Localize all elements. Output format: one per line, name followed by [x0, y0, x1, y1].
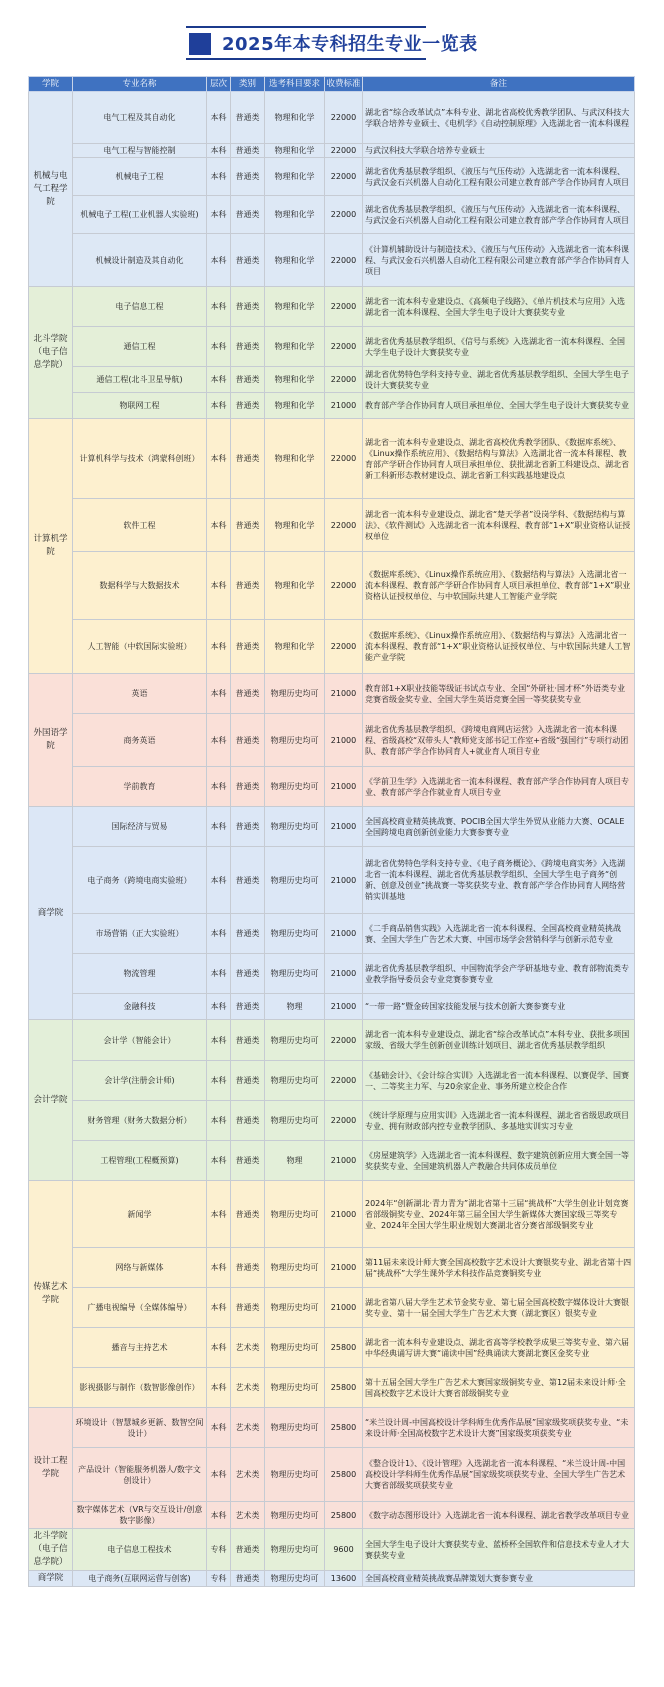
level-cell: 本科: [207, 419, 231, 499]
major-name-cell: 工程管理(工程概预算): [73, 1141, 207, 1181]
level-cell: 本科: [207, 1141, 231, 1181]
level-cell: 本科: [207, 847, 231, 914]
level-cell: 本科: [207, 1061, 231, 1101]
note-cell: 第11届未来设计师大赛全国高校数字艺术设计大赛银奖专业、湖北省第十四届“挑战杯”大学生课外学术科技作品竞赛铜奖专业: [363, 1248, 635, 1288]
fee-cell: 21000: [325, 767, 363, 807]
fee-cell: 21000: [325, 714, 363, 767]
level-cell: 本科: [207, 552, 231, 620]
note-cell: 湖北省优秀基层教学组织、《液压与气压传动》入选湖北省一流本科课程、与武汉金石兴机器人自动化工程有限公司建立教育部产学合作协同育人项目: [363, 158, 635, 196]
table-row: [29, 196, 635, 234]
note-cell: 湖北省第八届大学生艺术节金奖专业、第七届全国高校数字媒体设计大赛银奖专业、第十一届全国大学生广告艺术大赛（湖北赛区）银奖专业: [363, 1288, 635, 1328]
category-cell: 普通类: [231, 393, 265, 419]
category-cell: 普通类: [231, 367, 265, 393]
category-cell: 普通类: [231, 767, 265, 807]
level-cell: 本科: [207, 1408, 231, 1448]
table-row: [29, 1141, 635, 1181]
note-cell: 《计算机辅助设计与制造技术》、《液压与气压传动》入选湖北省一流本科课程、与武汉金石兴机器人自动化工程有限公司建立教育部产学合作协同育人项目: [363, 234, 635, 287]
major-name-cell: 学前教育: [73, 767, 207, 807]
subject-req-cell: 物理和化学: [265, 92, 325, 144]
note-cell: “米兰设计周-中国高校设计学科师生优秀作品展”国家级奖项获奖专业、“未来设计师·全国高校数字艺术设计大赛”国家级奖项获奖专业: [363, 1408, 635, 1448]
fee-cell: 9600: [325, 1529, 363, 1571]
category-cell: 普通类: [231, 234, 265, 287]
level-cell: 专科: [207, 1571, 231, 1587]
table-row: [29, 847, 635, 914]
fee-cell: 22000: [325, 499, 363, 552]
note-cell: 湖北省优势特色学科支持专业、湖北省优秀基层教学组织、全国大学生电子设计大赛获奖专业: [363, 367, 635, 393]
category-cell: 普通类: [231, 552, 265, 620]
level-cell: 本科: [207, 499, 231, 552]
title-bottom-rule: [186, 58, 426, 60]
major-name-cell: 通信工程(北斗卫星导航): [73, 367, 207, 393]
level-cell: 本科: [207, 767, 231, 807]
note-cell: 《数据库系统》、《Linux操作系统应用》、《数据结构与算法》入选湖北省一流本科课程、教育部“1+X”职业资格认证授权单位、与中软国际共建人工智能产业学院: [363, 620, 635, 674]
major-name-cell: 机械电子工程(工业机器人实验班): [73, 196, 207, 234]
category-cell: 普通类: [231, 1248, 265, 1288]
table-row: [29, 1368, 635, 1408]
subject-req-cell: 物理历史均可: [265, 847, 325, 914]
major-name-cell: 金融科技: [73, 994, 207, 1020]
fee-cell: 21000: [325, 807, 363, 847]
fee-cell: 25800: [325, 1408, 363, 1448]
major-name-cell: 影视摄影与制作（数智影像创作）: [73, 1368, 207, 1408]
fee-cell: 21000: [325, 1181, 363, 1248]
table-row: [29, 552, 635, 620]
level-cell: 本科: [207, 287, 231, 327]
college-cell: 外国语学院: [29, 674, 73, 807]
major-name-cell: 电子商务（跨境电商实验班）: [73, 847, 207, 914]
subject-req-cell: 物理历史均可: [265, 1502, 325, 1529]
category-cell: 普通类: [231, 1529, 265, 1571]
table-row: [29, 287, 635, 327]
fee-cell: 21000: [325, 994, 363, 1020]
table-row: [29, 1181, 635, 1248]
category-cell: 普通类: [231, 1571, 265, 1587]
category-cell: 普通类: [231, 1141, 265, 1181]
major-name-cell: 软件工程: [73, 499, 207, 552]
fee-cell: 21000: [325, 1288, 363, 1328]
category-cell: 普通类: [231, 674, 265, 714]
table-row: [29, 1408, 635, 1448]
level-cell: 专科: [207, 1529, 231, 1571]
note-cell: 教育部1+X职业技能等级证书试点专业、全国“外研社·国才杯”外语类专业竞赛省级金奖专业、全国大学生英语竞赛全国一等奖获奖专业: [363, 674, 635, 714]
note-cell: 湖北省一流本科专业建设点、《高频电子线路》、《单片机技术与应用》入选湖北省一流本科课程、全国大学生电子设计大赛获奖专业: [363, 287, 635, 327]
fee-cell: 21000: [325, 847, 363, 914]
category-cell: 普通类: [231, 419, 265, 499]
fee-cell: 22000: [325, 620, 363, 674]
table-row: [29, 714, 635, 767]
header-note: 备注: [363, 77, 635, 92]
category-cell: 艺术类: [231, 1408, 265, 1448]
fee-cell: 21000: [325, 674, 363, 714]
level-cell: 本科: [207, 393, 231, 419]
fee-cell: 25800: [325, 1368, 363, 1408]
major-name-cell: 电子信息工程: [73, 287, 207, 327]
category-cell: 艺术类: [231, 1448, 265, 1502]
table-row: [29, 1101, 635, 1141]
fee-cell: 22000: [325, 419, 363, 499]
note-cell: 全国高校商业精英挑战赛品牌策划大赛参赛专业: [363, 1571, 635, 1587]
level-cell: 本科: [207, 196, 231, 234]
major-name-cell: 机械电子工程: [73, 158, 207, 196]
subject-req-cell: 物理历史均可: [265, 1448, 325, 1502]
level-cell: 本科: [207, 367, 231, 393]
level-cell: 本科: [207, 327, 231, 367]
note-cell: 《二手商品销售实践》入选湖北省一流本科课程、全国高校商业精英挑战赛、全国大学生广告艺术大赛、中国市场学会营销科学与创新示范专业: [363, 914, 635, 954]
table-header-row: [29, 77, 635, 92]
category-cell: 艺术类: [231, 1328, 265, 1368]
level-cell: 本科: [207, 620, 231, 674]
category-cell: 普通类: [231, 994, 265, 1020]
header-fee: 收费标准: [325, 77, 363, 92]
table-row: [29, 914, 635, 954]
level-cell: 本科: [207, 1181, 231, 1248]
fee-cell: 21000: [325, 954, 363, 994]
major-name-cell: 物联网工程: [73, 393, 207, 419]
subject-req-cell: 物理历史均可: [265, 1061, 325, 1101]
subject-req-cell: 物理: [265, 1141, 325, 1181]
table-row: [29, 954, 635, 994]
subject-req-cell: 物理和化学: [265, 393, 325, 419]
note-cell: 湖北省一流本科专业建设点、湖北省“综合改革试点”本科专业、获批多项国家级、省级大学生创新创业训练计划项目、湖北省优秀基层教学组织: [363, 1020, 635, 1061]
category-cell: 普通类: [231, 1288, 265, 1328]
category-cell: 普通类: [231, 620, 265, 674]
fee-cell: 22000: [325, 1020, 363, 1061]
note-cell: 湖北省优秀基层教学组织、《液压与气压传动》入选湖北省一流本科课程、与武汉金石兴机器人自动化工程有限公司建立教育部产学合作协同育人项目: [363, 196, 635, 234]
header-subject-req: 选考科目要求: [265, 77, 325, 92]
major-name-cell: 通信工程: [73, 327, 207, 367]
header-college: 学院: [29, 77, 73, 92]
subject-req-cell: 物理历史均可: [265, 714, 325, 767]
table-row: [29, 1448, 635, 1502]
table-row: [29, 1328, 635, 1368]
table-row: [29, 807, 635, 847]
subject-req-cell: 物理历史均可: [265, 954, 325, 994]
note-cell: 湖北省“综合改革试点”本科专业、湖北省高校优秀教学团队、与武汉科技大学联合培养专业硕士、《电机学》《自动控制原理》入选湖北省一流本科课程: [363, 92, 635, 144]
page-title: 2025年本专科招生专业一览表: [222, 34, 478, 55]
note-cell: “一带一路”暨金砖国家技能发展与技术创新大赛参赛专业: [363, 994, 635, 1020]
major-name-cell: 计算机科学与技术（鸿蒙科创班）: [73, 419, 207, 499]
subject-req-cell: 物理历史均可: [265, 1529, 325, 1571]
fee-cell: 22000: [325, 92, 363, 144]
category-cell: 普通类: [231, 914, 265, 954]
level-cell: 本科: [207, 914, 231, 954]
table-row: [29, 1502, 635, 1529]
table-row: [29, 1061, 635, 1101]
subject-req-cell: 物理和化学: [265, 620, 325, 674]
level-cell: 本科: [207, 92, 231, 144]
table-row: [29, 158, 635, 196]
level-cell: 本科: [207, 158, 231, 196]
subject-req-cell: 物理和化学: [265, 552, 325, 620]
category-cell: 普通类: [231, 1061, 265, 1101]
category-cell: 普通类: [231, 92, 265, 144]
note-cell: 湖北省优势特色学科支持专业、《电子商务概论》、《跨境电商实务》入选湖北省一流本科课程、湖北省优秀基层教学组织、全国大学生电子商务“创新、创意及创业”挑战赛一等奖获奖专业、教育部产学合作协同育人网络营销实训基地: [363, 847, 635, 914]
fee-cell: 22000: [325, 1101, 363, 1141]
fee-cell: 21000: [325, 914, 363, 954]
category-cell: 普通类: [231, 1020, 265, 1061]
note-cell: 《学前卫生学》入选湖北省一流本科课程、教育部产学合作协同育人项目专业、教育部产学合作就业育人项目专业: [363, 767, 635, 807]
table-row: [29, 144, 635, 158]
category-cell: 普通类: [231, 499, 265, 552]
subject-req-cell: 物理和化学: [265, 158, 325, 196]
fee-cell: 22000: [325, 144, 363, 158]
header-category: 类别: [231, 77, 265, 92]
category-cell: 普通类: [231, 807, 265, 847]
note-cell: 湖北省优秀基层教学组织、《信号与系统》入选湖北省一流本科课程、全国大学生电子设计大赛获奖专业: [363, 327, 635, 367]
note-cell: 全国大学生电子设计大赛获奖专业、蓝桥杯全国软件和信息技术专业人才大赛获奖专业: [363, 1529, 635, 1571]
fee-cell: 25800: [325, 1328, 363, 1368]
level-cell: 本科: [207, 234, 231, 287]
fee-cell: 21000: [325, 393, 363, 419]
fee-cell: 22000: [325, 196, 363, 234]
major-name-cell: 英语: [73, 674, 207, 714]
major-name-cell: 物流管理: [73, 954, 207, 994]
college-cell: 机械与电气工程学院: [29, 92, 73, 287]
level-cell: 本科: [207, 994, 231, 1020]
note-cell: 2024年“创新湖北·青力青为”湖北省第十三届“挑战杯”大学生创业计划竞赛省部级铜奖专业、2024年第三届全国大学生新媒体大赛国家级三等奖专业、2024年全国大学生职业规划大赛湖北省分赛省部级铜奖专业: [363, 1181, 635, 1248]
table-row: [29, 419, 635, 499]
college-cell: 计算机学院: [29, 419, 73, 674]
college-cell: 会计学院: [29, 1020, 73, 1181]
subject-req-cell: 物理历史均可: [265, 1101, 325, 1141]
subject-req-cell: 物理历史均可: [265, 807, 325, 847]
level-cell: 本科: [207, 674, 231, 714]
note-cell: 湖北省一流本科专业建设点、湖北省高等学校教学成果三等奖专业、第六届中华经典诵写讲大赛“诵读中国”经典诵读大赛湖北赛区金奖专业: [363, 1328, 635, 1368]
subject-req-cell: 物理历史均可: [265, 1181, 325, 1248]
fee-cell: 25800: [325, 1502, 363, 1529]
subject-req-cell: 物理和化学: [265, 499, 325, 552]
fee-cell: 22000: [325, 158, 363, 196]
table-row: [29, 1288, 635, 1328]
subject-req-cell: 物理历史均可: [265, 1328, 325, 1368]
note-cell: 教育部产学合作协同育人项目承担单位、全国大学生电子设计大赛获奖专业: [363, 393, 635, 419]
subject-req-cell: 物理和化学: [265, 367, 325, 393]
major-name-cell: 市场营销（正大实验班）: [73, 914, 207, 954]
subject-req-cell: 物理历史均可: [265, 674, 325, 714]
college-cell: 传媒艺术学院: [29, 1181, 73, 1408]
level-cell: 本科: [207, 1502, 231, 1529]
subject-req-cell: 物理和化学: [265, 196, 325, 234]
category-cell: 普通类: [231, 196, 265, 234]
level-cell: 本科: [207, 1020, 231, 1061]
table-body: [29, 92, 635, 1587]
title-square-icon: [189, 33, 211, 55]
note-cell: 全国高校商业精英挑战赛、POCIB全国大学生外贸从业能力大赛、OCALE全国跨境电商创新创业能力大赛参赛专业: [363, 807, 635, 847]
header-major: 专业名称: [73, 77, 207, 92]
fee-cell: 22000: [325, 327, 363, 367]
table-row: [29, 767, 635, 807]
note-cell: 《房屋建筑学》入选湖北省一流本科课程、数字建筑创新应用大赛全国一等奖获奖专业、全国建筑机器人产教融合共同体成员单位: [363, 1141, 635, 1181]
subject-req-cell: 物理历史均可: [265, 767, 325, 807]
fee-cell: 25800: [325, 1448, 363, 1502]
page-header: [0, 0, 664, 76]
fee-cell: 22000: [325, 367, 363, 393]
college-cell: 北斗学院（电子信息学院）: [29, 287, 73, 419]
note-cell: 《数据库系统》、《Linux操作系统应用》、《数据结构与算法》入选湖北省一流本科课程、教育部产学研合作协同育人项目承担单位、教育部“1+X”职业资格认证授权单位、与中软国际共建人工智能产业学院: [363, 552, 635, 620]
college-cell: 北斗学院（电子信息学院）: [29, 1529, 73, 1571]
category-cell: 普通类: [231, 1181, 265, 1248]
subject-req-cell: 物理历史均可: [265, 914, 325, 954]
table-row: [29, 1571, 635, 1587]
title-top-rule: [186, 26, 426, 28]
table-row: [29, 234, 635, 287]
category-cell: 普通类: [231, 847, 265, 914]
major-name-cell: 电气工程及其自动化: [73, 92, 207, 144]
note-cell: 湖北省优秀基层教学组织、《跨境电商网店运营》入选湖北省一流本科课程、省级高校“双带头人”教师党支部书记工作室+省级“强国行”专项行动团队、教育部产学合作协同育人+就业育人项目专业: [363, 714, 635, 767]
major-name-cell: 电子商务(互联网运营与创客): [73, 1571, 207, 1587]
note-cell: 《基础会计》、《会计综合实训》入选湖北省一流本科课程、以赛促学、国赛一、二等奖主力军、与20余家企业、事务所建立校企合作: [363, 1061, 635, 1101]
table-row: [29, 92, 635, 144]
major-name-cell: 环境设计（智慧城乡更新、数智空间设计）: [73, 1408, 207, 1448]
note-cell: 湖北省优秀基层教学组织、中国物流学会产学研基地专业、教育部物流类专业教学指导委员会专业竞赛参赛专业: [363, 954, 635, 994]
level-cell: 本科: [207, 714, 231, 767]
subject-req-cell: 物理历史均可: [265, 1408, 325, 1448]
college-cell: 商学院: [29, 1571, 73, 1587]
level-cell: 本科: [207, 1448, 231, 1502]
major-name-cell: 电子信息工程技术: [73, 1529, 207, 1571]
subject-req-cell: 物理历史均可: [265, 1288, 325, 1328]
fee-cell: 22000: [325, 287, 363, 327]
subject-req-cell: 物理历史均可: [265, 1020, 325, 1061]
major-name-cell: 机械设计制造及其自动化: [73, 234, 207, 287]
category-cell: 普通类: [231, 714, 265, 767]
major-name-cell: 数字媒体艺术（VR与交互设计/创意数字影像）: [73, 1502, 207, 1529]
note-cell: 《数字动态图形设计》入选湖北省一流本科课程、湖北省教学改革项目专业: [363, 1502, 635, 1529]
fee-cell: 22000: [325, 1061, 363, 1101]
level-cell: 本科: [207, 954, 231, 994]
major-table: [28, 76, 635, 1587]
table-row: [29, 620, 635, 674]
subject-req-cell: 物理: [265, 994, 325, 1020]
level-cell: 本科: [207, 1248, 231, 1288]
major-name-cell: 国际经济与贸易: [73, 807, 207, 847]
table-row: [29, 1020, 635, 1061]
subject-req-cell: 物理历史均可: [265, 1248, 325, 1288]
note-cell: 《整合设计1》、《设计管理》入选湖北省一流本科课程、“米兰设计周-中国高校设计学科师生优秀作品展”国家级奖项获奖专业、全国大学生广告艺术大赛省部级奖项获奖专业: [363, 1448, 635, 1502]
category-cell: 普通类: [231, 1101, 265, 1141]
subject-req-cell: 物理历史均可: [265, 1571, 325, 1587]
major-name-cell: 数据科学与大数据技术: [73, 552, 207, 620]
note-cell: 湖北省一流本科专业建设点、湖北省“楚天学者”设岗学科、《数据结构与算法》、《软件测试》入选湖北省一流本科课程、教育部“1+X”职业资格认证授权单位: [363, 499, 635, 552]
subject-req-cell: 物理历史均可: [265, 1368, 325, 1408]
major-name-cell: 新闻学: [73, 1181, 207, 1248]
table-row: [29, 367, 635, 393]
level-cell: 本科: [207, 1368, 231, 1408]
major-name-cell: 会计学(注册会计师): [73, 1061, 207, 1101]
table-row: [29, 1529, 635, 1571]
major-name-cell: 商务英语: [73, 714, 207, 767]
table-row: [29, 393, 635, 419]
subject-req-cell: 物理和化学: [265, 234, 325, 287]
college-cell: 设计工程学院: [29, 1408, 73, 1529]
table-row: [29, 499, 635, 552]
fee-cell: 21000: [325, 1141, 363, 1181]
table-row: [29, 327, 635, 367]
major-name-cell: 电气工程与智能控制: [73, 144, 207, 158]
category-cell: 普通类: [231, 954, 265, 994]
major-name-cell: 会计学（智能会计）: [73, 1020, 207, 1061]
category-cell: 艺术类: [231, 1502, 265, 1529]
category-cell: 普通类: [231, 144, 265, 158]
table-row: [29, 1248, 635, 1288]
fee-cell: 13600: [325, 1571, 363, 1587]
level-cell: 本科: [207, 1328, 231, 1368]
college-cell: 商学院: [29, 807, 73, 1020]
subject-req-cell: 物理和化学: [265, 327, 325, 367]
major-name-cell: 人工智能（中软国际实验班）: [73, 620, 207, 674]
level-cell: 本科: [207, 144, 231, 158]
major-name-cell: 广播电视编导（全媒体编导）: [73, 1288, 207, 1328]
category-cell: 普通类: [231, 287, 265, 327]
category-cell: 普通类: [231, 327, 265, 367]
major-name-cell: 播音与主持艺术: [73, 1328, 207, 1368]
level-cell: 本科: [207, 1288, 231, 1328]
header-level: 层次: [207, 77, 231, 92]
note-cell: 湖北省一流本科专业建设点、湖北省高校优秀教学团队、《数据库系统》、《Linux操作系统应用》、《数据结构与算法》入选湖北省一流本科课程、教育部产学研合作协同育人项目承担单位、获批湖北省新工科建设点、湖北省新工科新形态教材建设点、湖北省新工科实践基地建设点: [363, 419, 635, 499]
category-cell: 普通类: [231, 158, 265, 196]
level-cell: 本科: [207, 807, 231, 847]
subject-req-cell: 物理和化学: [265, 287, 325, 327]
major-name-cell: 财务管理（财务大数据分析）: [73, 1101, 207, 1141]
table-row: [29, 674, 635, 714]
level-cell: 本科: [207, 1101, 231, 1141]
note-cell: 第十五届全国大学生广告艺术大赛国家级铜奖专业、第12届未来设计师·全国高校数字艺术设计大赛省部级铜奖专业: [363, 1368, 635, 1408]
major-name-cell: 产品设计（智能服务机器人/数字文创设计）: [73, 1448, 207, 1502]
note-cell: 与武汉科技大学联合培养专业硕士: [363, 144, 635, 158]
subject-req-cell: 物理和化学: [265, 419, 325, 499]
major-name-cell: 网络与新媒体: [73, 1248, 207, 1288]
fee-cell: 22000: [325, 552, 363, 620]
note-cell: 《统计学原理与应用实训》入选湖北省一流本科课程、湖北省省级思政项目专业、拥有财政部内控专业教学团队、多基地实训实习专业: [363, 1101, 635, 1141]
subject-req-cell: 物理和化学: [265, 144, 325, 158]
fee-cell: 22000: [325, 234, 363, 287]
fee-cell: 21000: [325, 1248, 363, 1288]
table-row: [29, 994, 635, 1020]
category-cell: 艺术类: [231, 1368, 265, 1408]
